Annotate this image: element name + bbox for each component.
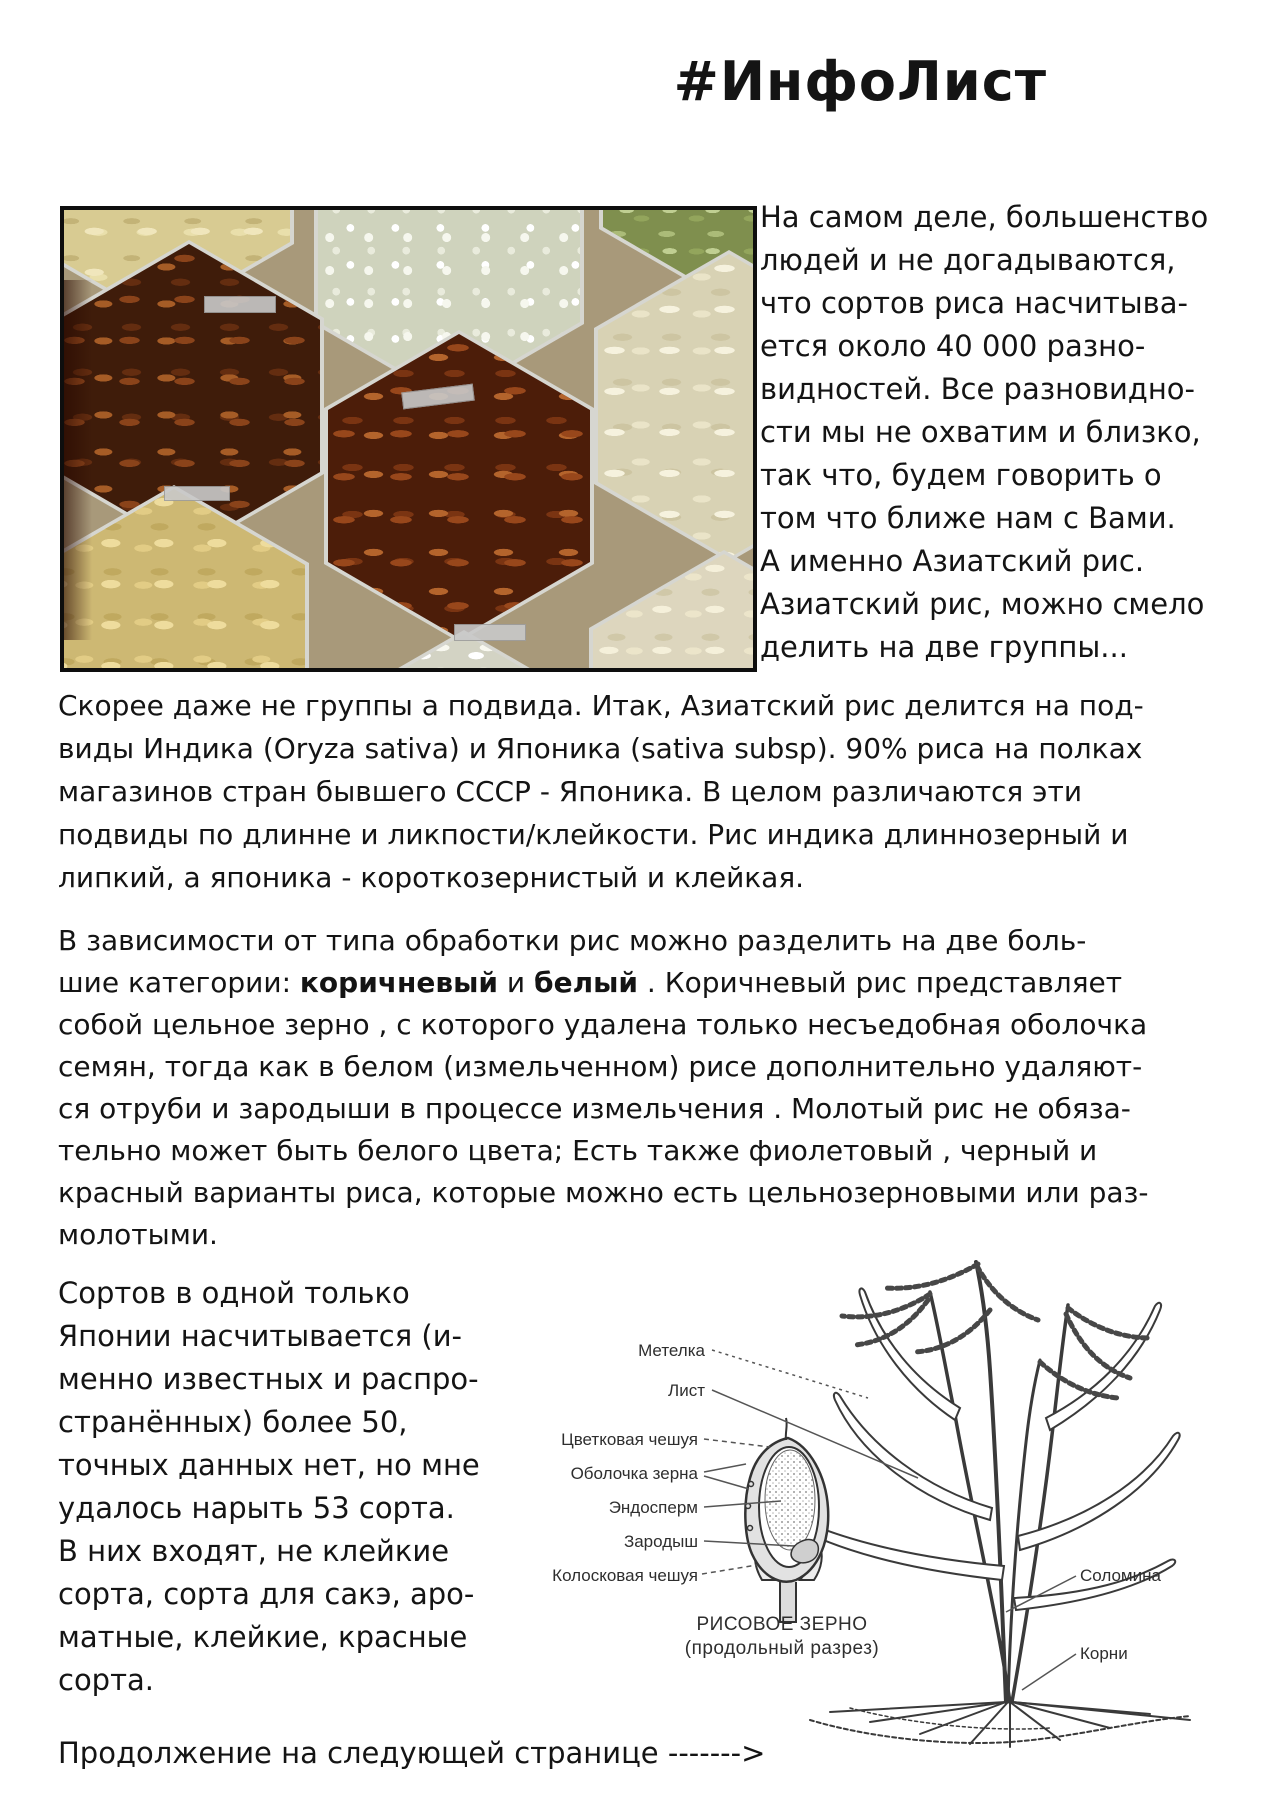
- text-line: На самом деле, большенство: [760, 200, 1209, 234]
- text-line: видностей. Все разновидно-: [760, 372, 1196, 406]
- tray-tab: [164, 486, 230, 501]
- text-line: людей и не догадываются,: [760, 243, 1176, 277]
- rice-hex-golden: [60, 485, 309, 672]
- text-line: Сортов в одной только: [58, 1276, 410, 1310]
- footer-continuation: Продолжение на следующей странице ------->: [58, 1736, 766, 1770]
- text-line: делить на две группы...: [760, 630, 1128, 664]
- text-run: . Коричневый рис представляет: [638, 966, 1123, 999]
- text-line: виды Индика (Oryza sativa) и Японика (sativa subsp). 90% риса на полках: [58, 732, 1143, 765]
- text-line: сти мы не охватим и близко,: [760, 415, 1201, 449]
- text-line: семян, тогда как в белом (измельченном) рисе дополнительно удаляют-: [58, 1050, 1143, 1083]
- label-panicle: Метелка: [638, 1341, 705, 1360]
- rice-hex-pale: [589, 550, 757, 672]
- text-line: что сортов риса насчитыва-: [760, 286, 1188, 320]
- text-line: точных данных нет, но мне: [58, 1448, 480, 1482]
- label-straw: Соломина: [1080, 1566, 1161, 1585]
- rice-hex-white-long: [594, 250, 757, 562]
- rice-hex-red: [324, 330, 594, 642]
- text-run: и: [498, 966, 535, 999]
- grain-caption-title: РИСОВОЕ ЗЕРНО: [696, 1614, 868, 1635]
- plant-roots: [810, 1702, 1190, 1747]
- text-line: В них входят, не клейкие: [58, 1534, 450, 1568]
- text-line: менно известных и распро-: [58, 1362, 479, 1396]
- photo-left-shadow: [64, 280, 92, 640]
- text-line: Японии насчитывается (и-: [58, 1319, 463, 1353]
- text-line: тельно может быть белого цвета; Есть также фиолетовый , черный и: [58, 1134, 1098, 1167]
- text-line: красный варианты риса, которые можно есть цельнозерновыми или раз-: [58, 1176, 1149, 1209]
- rice-plant-diagram: [450, 1250, 1230, 1750]
- paragraph-japan-varieties: [58, 1272, 480, 1702]
- text-line: ется около 40 000 разно-: [760, 329, 1146, 363]
- text-line: сорта.: [58, 1663, 154, 1697]
- grain-caption-subtitle: (продольный разрез): [684, 1638, 880, 1659]
- label-grain-coat: Оболочка зерна: [570, 1464, 698, 1483]
- text-line: странённых) более 50,: [58, 1405, 408, 1439]
- plant-stems: [930, 1262, 1068, 1702]
- bold-word-brown: коричневый: [299, 966, 499, 999]
- label-leaf: Лист: [668, 1381, 705, 1400]
- plant-leaves: [777, 1288, 1180, 1610]
- page-title: #ИнфоЛист: [673, 50, 1047, 113]
- text-line: подвиды по длинне и ликпости/клейкости. Рис индика длиннозерный и: [58, 818, 1129, 851]
- text-line: матные, клейкие, красные: [58, 1620, 468, 1654]
- text-line: В зависимости от типа обработки рис можно разделить на две боль-: [58, 924, 1087, 957]
- text-line: Скорее даже не группы а подвида. Итак, Азиатский рис делится на под-: [58, 689, 1144, 722]
- paragraph-subspecies: [58, 684, 1144, 899]
- text-line: Азиатский рис, можно смело: [760, 587, 1205, 621]
- tray-tab: [204, 296, 276, 313]
- text-line: ся отруби и зародыши в процессе измельчения . Молотый рис не обяза-: [58, 1092, 1131, 1125]
- text-line: молотыми.: [58, 1218, 218, 1251]
- intro-paragraph: [760, 196, 1208, 669]
- text-line: сорта, сорта для сакэ, аро-: [58, 1577, 475, 1611]
- label-spikelet-husk: Колосковая чешуя: [552, 1566, 698, 1585]
- text-line: А именно Азиатский рис.: [760, 544, 1145, 578]
- text-run: шие категории:: [58, 966, 300, 999]
- text-line: удалось нарыть 53 сорта.: [58, 1491, 455, 1525]
- text-line: [58, 962, 1149, 1004]
- label-embryo: Зародыш: [623, 1532, 698, 1551]
- grain-section: [745, 1418, 828, 1622]
- text-line: том что ближе нам с Вами.: [760, 501, 1176, 535]
- paragraph-processing: [58, 920, 1149, 1256]
- bold-word-white: белый: [534, 966, 639, 999]
- tray-tab: [454, 624, 526, 641]
- rice-varieties-photo: [60, 206, 757, 672]
- text-line: липкий, а японика - короткозернистый и клейкая.: [58, 861, 805, 894]
- text-line: собой цельное зерно , с которого удалена только несъедобная оболочка: [58, 1008, 1148, 1041]
- label-flower-husk: Цветковая чешуя: [561, 1430, 698, 1449]
- label-roots: Корни: [1080, 1644, 1128, 1663]
- text-line: так что, будем говорить о: [760, 458, 1162, 492]
- text-line: магазинов стран бывшего СССР - Японика. В целом различаются эти: [58, 775, 1083, 808]
- label-endosperm: Эндосперм: [608, 1498, 698, 1517]
